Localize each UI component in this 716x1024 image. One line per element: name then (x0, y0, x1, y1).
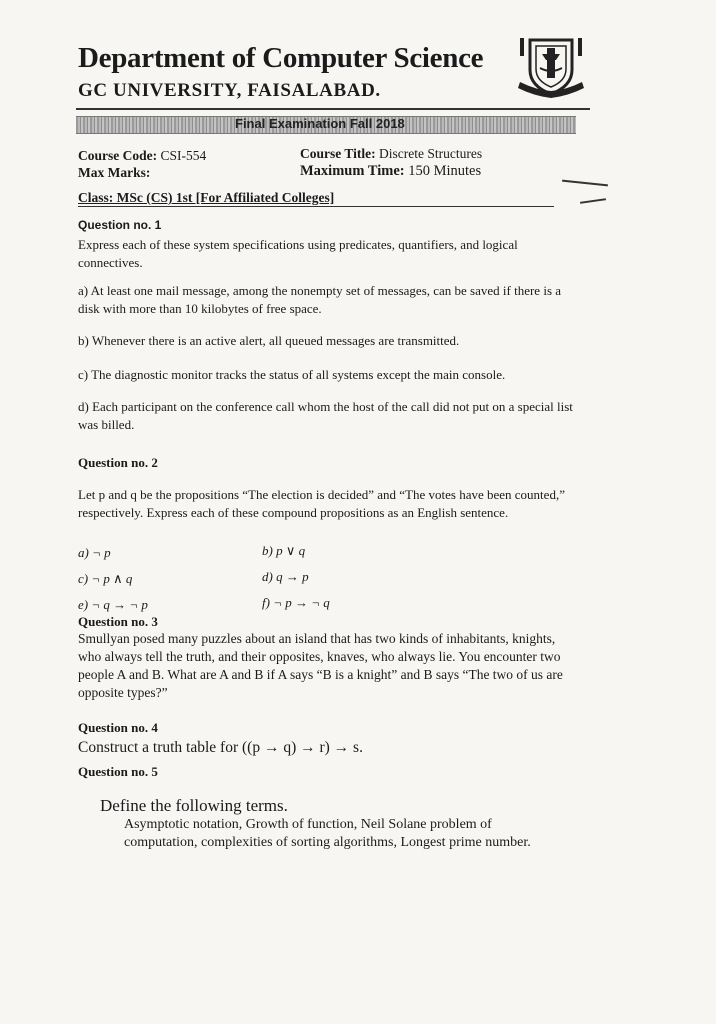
q1-part-a: a) At least one mail message, among the nonempty set of messages, can be saved if there is a disk with more than 10 kilobytes of free space. (78, 283, 562, 316)
course-title-value: Discrete Structures (379, 146, 483, 161)
q5-text: Asymptotic notation, Growth of function, Neil Solane problem of computation, complexities of sorting algorithms, Longest prime number. (124, 817, 531, 850)
q5-heading: Define the following terms. (100, 796, 288, 815)
q2-title: Question no. 2 (78, 455, 158, 470)
q2-option-c: c) ¬ p ∧ q (78, 571, 133, 586)
max-time-label: Maximum Time: (300, 163, 405, 179)
q2-option-d: d) q → p (262, 569, 309, 584)
q1-part-b: b) Whenever there is an active alert, all queued messages are transmitted. (78, 333, 460, 348)
max-marks-label: Max Marks: (78, 165, 151, 180)
q1-title: Question no. 1 (78, 218, 162, 232)
university-title: GC UNIVERSITY, FAISALABAD. (78, 80, 381, 101)
course-title (300, 146, 482, 162)
q5-title: Question no. 5 (78, 764, 158, 779)
q3-text: Smullyan posed many puzzles about an island that has two kinds of inhabitants, knights, who always tell the truth, and their opposites, knaves, who always lie. You encounter two people A and B. What are A and B if A says “B is a knight” and B says “The two of us are opposite types?” (78, 631, 563, 700)
course-code-label: Course Code: (78, 148, 158, 163)
course-code-value: CSI-554 (160, 148, 207, 163)
q1-part-d: d) Each participant on the conference call whom the host of the call did not put on a special list was billed. (78, 399, 573, 432)
q4-title: Question no. 4 (78, 720, 158, 735)
department-title: Department of Computer Science (78, 42, 484, 74)
q1-intro: Express each of these system specifications using predicates, quantifiers, and logical connectives. (78, 237, 518, 270)
class-line: Class: MSc (CS) 1st [For Affiliated Colleges] (78, 190, 335, 205)
q1-part-c: c) The diagnostic monitor tracks the status of all systems except the main console. (78, 367, 506, 382)
pen-mark (580, 198, 606, 204)
course-title-label: Course Title: (300, 146, 376, 161)
header-rule (76, 108, 590, 110)
pen-mark (562, 180, 608, 187)
max-time-value: 150 Minutes (408, 163, 482, 179)
course-code (78, 148, 206, 164)
q2-option-b: b) p ∨ q (262, 543, 306, 558)
university-crest-icon (516, 34, 586, 100)
exam-title: Final Examination Fall 2018 (235, 116, 405, 131)
q2-option-e: e) ¬ q → ¬ p (78, 597, 148, 612)
q3-title: Question no. 3 (78, 614, 158, 629)
q2-option-f: f) ¬ p → ¬ q (262, 595, 330, 610)
max-marks (78, 165, 150, 181)
class-rule (78, 206, 554, 207)
max-time (300, 163, 481, 180)
q2-option-a: a) ¬ p (78, 545, 111, 560)
q4-text: Construct a truth table for ((p → q) → r) → s. (78, 739, 363, 756)
q2-intro: Let p and q be the propositions “The election is decided” and “The votes have been counted,” respectively. Express each of these compound propositions as an English sentence. (78, 487, 565, 520)
